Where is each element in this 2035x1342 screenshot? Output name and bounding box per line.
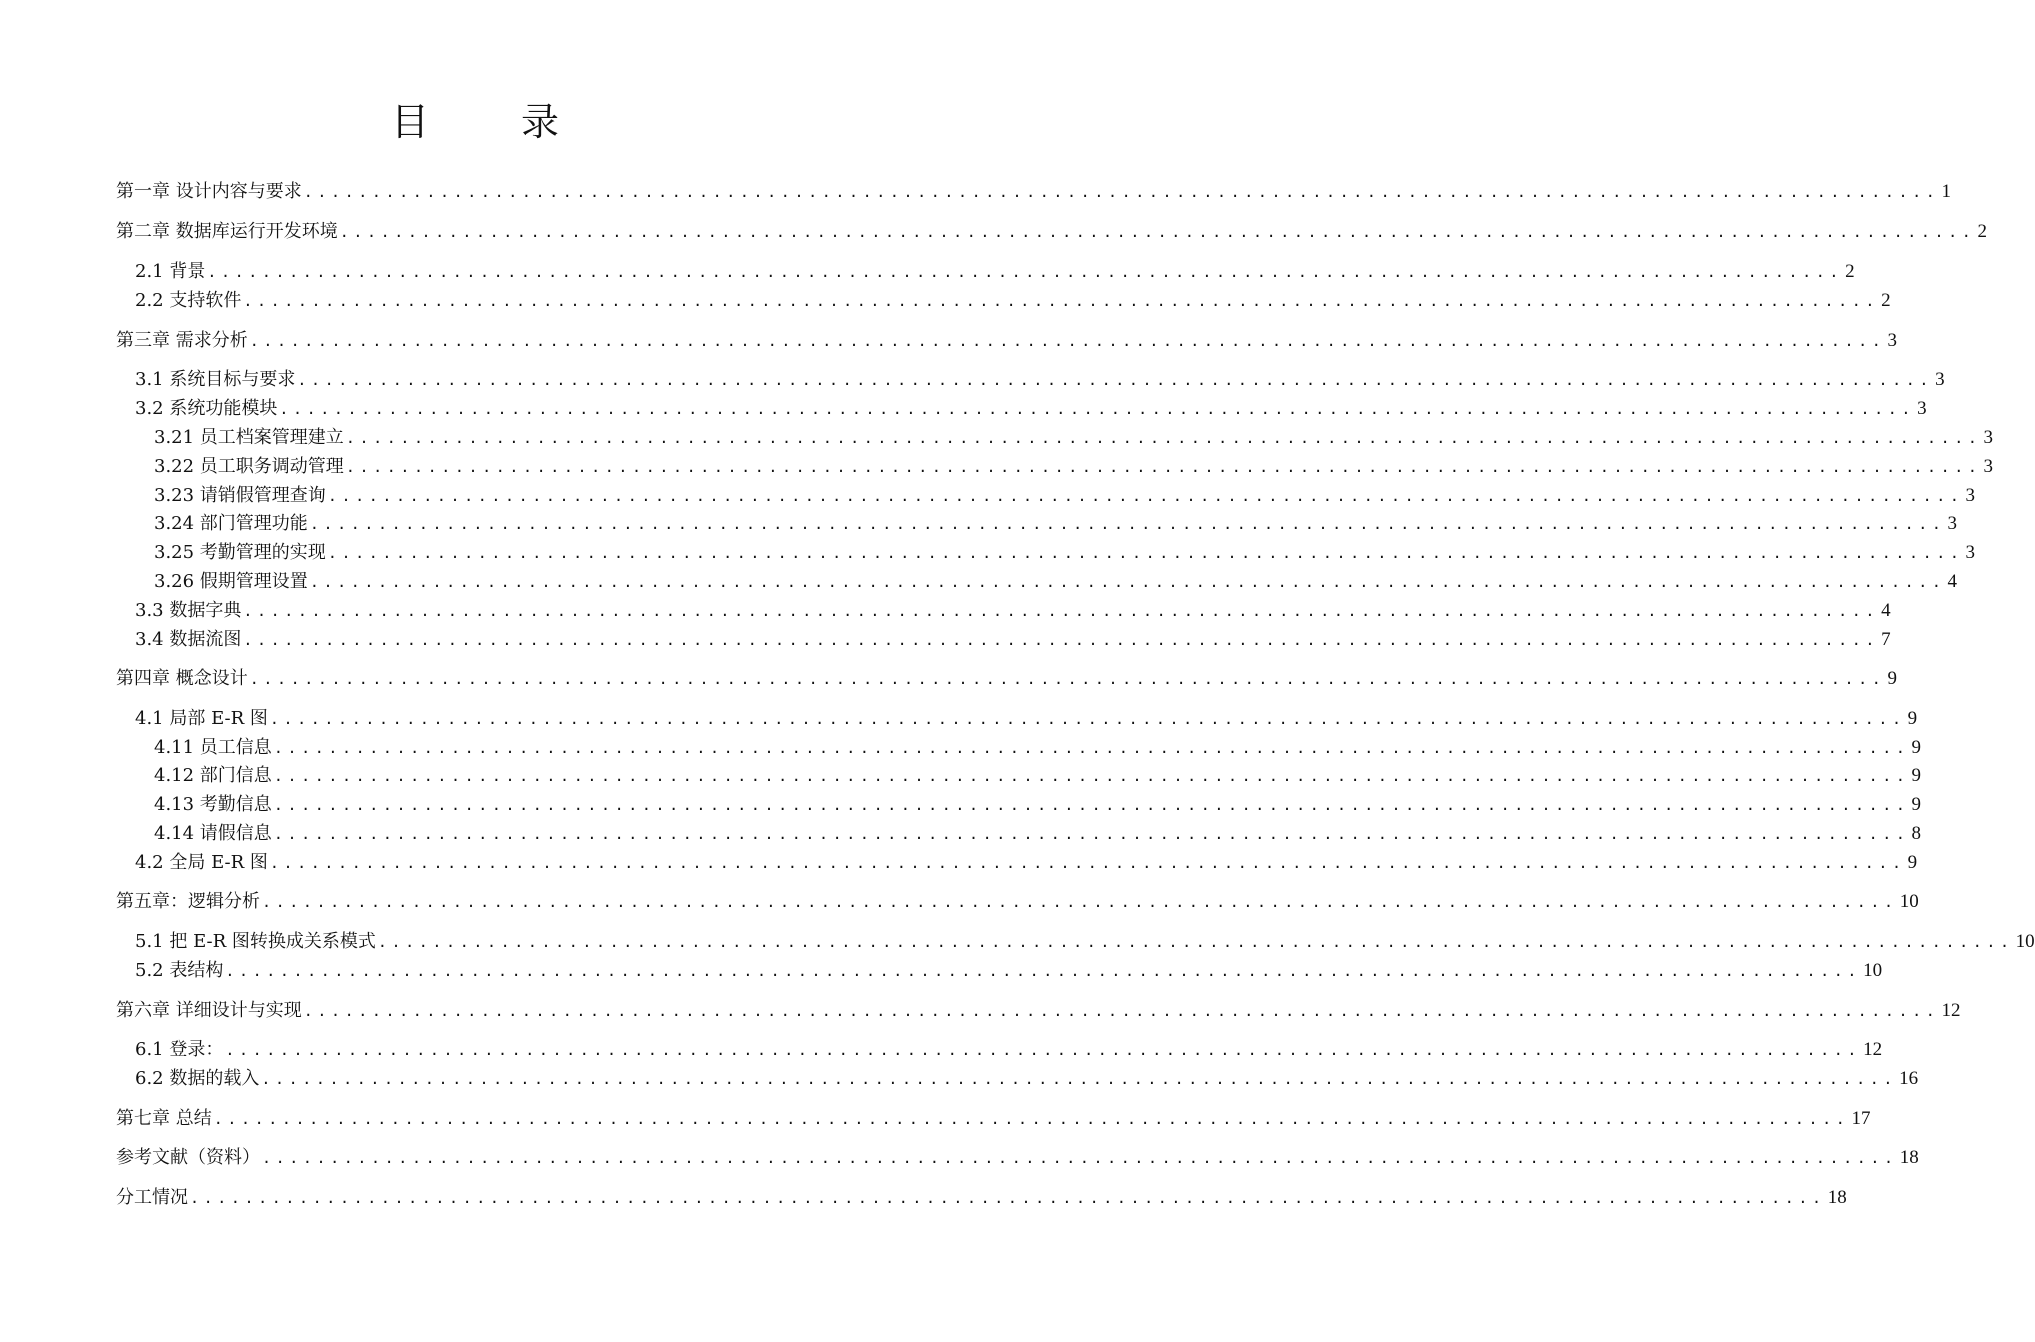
toc-leader: ........................................................................................................................ bbox=[377, 933, 2014, 951]
toc-entry-label: 第七章 总结 bbox=[116, 1108, 212, 1129]
toc-leader: ........................................................................................................................ bbox=[273, 739, 1910, 757]
toc-page-number: 1 bbox=[1941, 181, 1951, 202]
toc-entry-label: 分工情况 bbox=[116, 1187, 188, 1208]
toc-leader: ........................................................................................................................ bbox=[243, 292, 1880, 310]
toc-entry-label: 第四章 概念设计 bbox=[116, 668, 248, 689]
toc-leader: ........................................................................................................................ bbox=[339, 223, 1976, 241]
toc-leader: ........................................................................................................................ bbox=[273, 796, 1910, 814]
toc-page-number: 8 bbox=[1911, 823, 1922, 844]
toc-entry[interactable] bbox=[116, 176, 1951, 204]
toc-entry-label: 4.2 全局 E-R 图 bbox=[135, 852, 268, 873]
toc-page-number: 2 bbox=[1977, 221, 1987, 242]
toc-entry-label: 4.11 员工信息 bbox=[154, 737, 272, 758]
toc-entry[interactable] bbox=[116, 1142, 1919, 1170]
toc-entry-label: 5.2 表结构 bbox=[135, 960, 224, 981]
toc-entry[interactable] bbox=[135, 703, 1918, 731]
toc-entry-label: 4.13 考勤信息 bbox=[154, 794, 272, 815]
toc-entry[interactable] bbox=[154, 451, 1994, 479]
toc-leader: ........................................................................................................................ bbox=[327, 487, 1964, 505]
toc-page-number: 9 bbox=[1907, 708, 1918, 729]
toc-leader: ........................................................................................................................ bbox=[207, 263, 1844, 281]
toc-entry[interactable] bbox=[135, 285, 1891, 313]
toc-leader: ........................................................................................................................ bbox=[261, 1070, 1898, 1088]
toc-page-number: 2 bbox=[1881, 290, 1891, 311]
toc-page-number: 10 bbox=[1899, 891, 1919, 912]
toc-leader: ........................................................................................................................ bbox=[262, 1149, 1898, 1167]
toc-leader: ........................................................................................................................ bbox=[273, 767, 1910, 785]
toc-entry[interactable] bbox=[154, 732, 1922, 760]
toc-page-number: 3 bbox=[1965, 542, 1976, 563]
toc-page-number: 16 bbox=[1899, 1068, 1919, 1089]
toc-page-number: 18 bbox=[1827, 1187, 1847, 1208]
toc-leader: ........................................................................................................................ bbox=[327, 544, 1964, 562]
toc-entry-label: 3.21 员工档案管理建立 bbox=[154, 427, 344, 448]
toc-page-number: 10 bbox=[1863, 960, 1883, 981]
toc-page-number: 3 bbox=[1965, 485, 1976, 506]
toc-leader: ........................................................................................................................ bbox=[213, 1110, 1850, 1128]
toc-page-number: 9 bbox=[1911, 737, 1922, 758]
toc-leader: ........................................................................................................................ bbox=[279, 400, 1916, 418]
toc-entry[interactable] bbox=[135, 364, 1945, 392]
toc-page-number: 9 bbox=[1907, 852, 1918, 873]
toc-entry-label: 3.4 数据流图 bbox=[135, 629, 242, 650]
toc-entry-label: 5.1 把 E-R 图转换成关系模式 bbox=[135, 931, 376, 952]
toc-entry[interactable] bbox=[135, 926, 2035, 954]
toc-page-number: 17 bbox=[1851, 1108, 1871, 1129]
toc-page-number: 4 bbox=[1881, 600, 1891, 621]
toc-entry-label: 参考文献（资料） bbox=[116, 1147, 260, 1168]
toc-page-number: 9 bbox=[1887, 668, 1897, 689]
toc-entry[interactable] bbox=[135, 256, 1855, 284]
toc-entry-label: 3.2 系统功能模块 bbox=[135, 398, 278, 419]
toc-entry[interactable] bbox=[135, 1034, 1883, 1062]
toc-entry[interactable] bbox=[135, 1063, 1919, 1091]
toc-entry-label: 6.2 数据的载入 bbox=[135, 1068, 260, 1089]
toc-leader: ........................................................................................................................ bbox=[309, 515, 1946, 533]
toc-entry[interactable] bbox=[154, 508, 1958, 536]
toc-leader: ........................................................................................................................ bbox=[190, 1189, 1826, 1207]
toc-page-number: 4 bbox=[1947, 571, 1958, 592]
toc-entry-label: 第五章：逻辑分析 bbox=[116, 891, 260, 912]
toc-entry-label: 4.14 请假信息 bbox=[154, 823, 272, 844]
toc-entry[interactable] bbox=[154, 566, 1958, 594]
toc-leader: ........................................................................................................................ bbox=[345, 458, 1982, 476]
toc-page-number: 9 bbox=[1911, 794, 1922, 815]
toc-entry[interactable] bbox=[154, 422, 1994, 450]
toc-page-number: 10 bbox=[2015, 931, 2035, 952]
toc-entry[interactable] bbox=[116, 1103, 1871, 1131]
toc-entry[interactable] bbox=[154, 537, 1976, 565]
toc-leader: ........................................................................................................................ bbox=[345, 429, 1982, 447]
toc-entry-label: 第六章 详细设计与实现 bbox=[116, 1000, 302, 1021]
toc-entry-label: 3.25 考勤管理的实现 bbox=[154, 542, 326, 563]
toc-page-number: 3 bbox=[1917, 398, 1927, 419]
toc-leader: ........................................................................................................................ bbox=[309, 573, 1946, 591]
page-title: 目 录 bbox=[390, 100, 600, 144]
toc-entry[interactable] bbox=[154, 789, 1922, 817]
toc-page-number: 3 bbox=[1935, 369, 1945, 390]
toc-page-number: 12 bbox=[1941, 1000, 1961, 1021]
toc-entry[interactable] bbox=[135, 955, 1883, 983]
toc-page-number: 12 bbox=[1863, 1039, 1883, 1060]
toc-entry[interactable] bbox=[135, 624, 1891, 652]
toc-leader: ........................................................................................................................ bbox=[243, 602, 1880, 620]
toc-entry-label: 3.3 数据字典 bbox=[135, 600, 242, 621]
toc-entry-label: 3.24 部门管理功能 bbox=[154, 513, 308, 534]
toc-entry-label: 3.1 系统目标与要求 bbox=[135, 369, 296, 390]
toc-page-number: 9 bbox=[1911, 765, 1922, 786]
toc-leader: ........................................................................................................................ bbox=[225, 1041, 1862, 1059]
toc-page-number: 7 bbox=[1881, 629, 1891, 650]
toc-leader: ........................................................................................................................ bbox=[303, 183, 1940, 201]
toc-entry-label: 3.22 员工职务调动管理 bbox=[154, 456, 344, 477]
toc-page-number: 2 bbox=[1845, 261, 1855, 282]
toc-leader: ........................................................................................................................ bbox=[303, 1002, 1940, 1020]
toc-entry-label: 3.23 请销假管理查询 bbox=[154, 485, 326, 506]
toc-page-number: 3 bbox=[1887, 330, 1897, 351]
toc-entry-label: 第三章 需求分析 bbox=[116, 330, 248, 351]
toc-entry[interactable] bbox=[116, 995, 1961, 1023]
toc-entry[interactable] bbox=[135, 393, 1927, 421]
toc-entry[interactable] bbox=[154, 760, 1922, 788]
toc-entry-label: 3.26 假期管理设置 bbox=[154, 571, 308, 592]
toc-entry-label: 第一章 设计内容与要求 bbox=[116, 181, 302, 202]
toc-leader: ........................................................................................................................ bbox=[262, 893, 1898, 911]
toc-leader: ........................................................................................................................ bbox=[243, 631, 1880, 649]
toc-entry-label: 6.1 登录： bbox=[135, 1039, 224, 1060]
toc-entry[interactable] bbox=[116, 1182, 1847, 1210]
toc-entry[interactable] bbox=[116, 663, 1897, 691]
toc-page-number: 3 bbox=[1947, 513, 1958, 534]
toc-entry[interactable] bbox=[135, 847, 1918, 875]
toc-leader: ........................................................................................................................ bbox=[249, 670, 1886, 688]
toc-entry-label: 2.1 背景 bbox=[135, 261, 206, 282]
toc-leader: ........................................................................................................................ bbox=[269, 710, 1906, 728]
toc-leader: ........................................................................................................................ bbox=[249, 332, 1886, 350]
toc-page-number: 3 bbox=[1983, 427, 1994, 448]
toc-entry[interactable] bbox=[116, 886, 1919, 914]
toc-entry[interactable] bbox=[154, 818, 1922, 846]
toc-leader: ........................................................................................................................ bbox=[269, 854, 1906, 872]
toc-entry[interactable] bbox=[135, 595, 1891, 623]
toc-leader: ........................................................................................................................ bbox=[225, 962, 1862, 980]
toc-entry-label: 4.1 局部 E-R 图 bbox=[135, 708, 268, 729]
toc-page-number: 3 bbox=[1983, 456, 1994, 477]
toc-leader: ........................................................................................................................ bbox=[297, 371, 1934, 389]
toc-leader: ........................................................................................................................ bbox=[273, 825, 1910, 843]
toc-entry-label: 4.12 部门信息 bbox=[154, 765, 272, 786]
toc-entry[interactable] bbox=[116, 216, 1987, 244]
toc-page-number: 18 bbox=[1899, 1147, 1919, 1168]
toc-entry-label: 2.2 支持软件 bbox=[135, 290, 242, 311]
toc-entry-label: 第二章 数据库运行开发环境 bbox=[116, 221, 338, 242]
toc-entry[interactable] bbox=[154, 480, 1976, 508]
toc-entry[interactable] bbox=[116, 325, 1897, 353]
